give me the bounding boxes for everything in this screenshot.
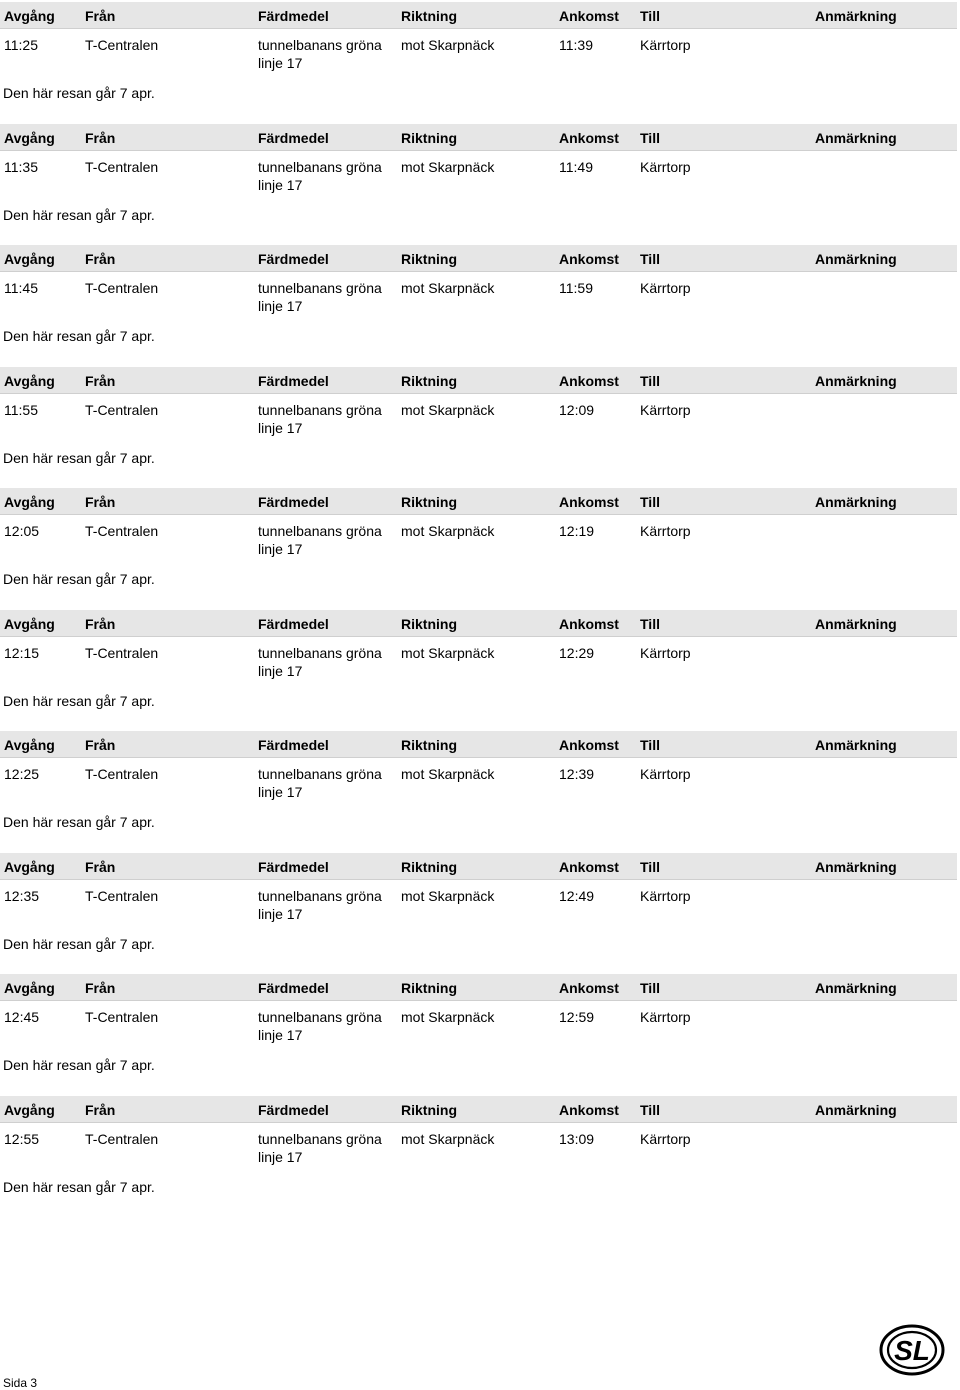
sl-logo-mark [881,1326,943,1374]
table-header [0,610,957,637]
header-departure: Avgång [4,615,55,632]
header-arrival: Ankomst [559,737,619,753]
header-mode: Färdmedel [258,494,329,510]
header-from: Från [85,980,116,996]
header-from: Från [85,858,116,875]
from-stop: T-Centralen [85,158,159,175]
table-header [0,367,957,394]
header-direction: Riktning [401,129,457,146]
table-header [0,853,957,880]
trip-note: Den här resan går 7 apr. [3,206,155,223]
from-stop: T-Centralen [85,887,159,904]
trip-note: Den här resan går 7 apr. [3,328,155,344]
direction: mot Skarpnäck [401,766,495,782]
header-departure: Avgång [4,494,55,510]
from-stop: T-Centralen [85,280,159,296]
header-direction: Riktning [401,737,457,753]
direction: mot Skarpnäck [401,644,495,661]
trip-note: Den här resan går 7 apr. [3,814,155,830]
header-departure: Avgång [4,8,55,24]
departure-time: 11:25 [4,37,38,53]
table-header [0,2,957,29]
to-stop: Kärrtorp [640,37,691,53]
transport-mode: tunnelbanans gröna linje 17 [258,401,382,436]
header-departure: Avgång [4,1101,55,1118]
header-direction: Riktning [401,8,457,24]
header-remark: Anmärkning [815,980,897,996]
departure-time: 12:45 [4,1009,40,1025]
header-remark: Anmärkning [815,615,897,632]
arrival-time: 12:19 [559,523,595,539]
from-stop: T-Centralen [85,1009,159,1025]
header-remark: Anmärkning [815,8,897,24]
direction: mot Skarpnäck [401,280,495,296]
from-stop: T-Centralen [85,523,159,539]
header-from: Från [85,494,116,510]
header-remark: Anmärkning [815,251,897,267]
header-from: Från [85,129,116,146]
header-to: Till [640,494,660,510]
trip-note: Den här resan går 7 apr. [3,571,155,587]
direction: mot Skarpnäck [401,887,495,904]
header-direction: Riktning [401,251,457,267]
header-to: Till [640,858,660,875]
header-to: Till [640,980,660,996]
header-arrival: Ankomst [559,372,619,389]
arrival-time: 13:09 [559,1130,595,1147]
header-direction: Riktning [401,980,457,996]
header-mode: Färdmedel [258,129,329,146]
header-direction: Riktning [401,615,457,632]
header-from: Från [85,615,116,632]
header-departure: Avgång [4,129,55,146]
to-stop: Kärrtorp [640,644,691,661]
header-from: Från [85,1101,116,1118]
transport-mode: tunnelbanans gröna linje 17 [258,37,382,71]
arrival-time: 11:39 [559,37,593,53]
transport-mode: tunnelbanans gröna linje 17 [258,887,382,922]
header-arrival: Ankomst [559,494,619,510]
departure-time: 12:05 [4,523,40,539]
transport-mode: tunnelbanans gröna linje 17 [258,1130,382,1165]
header-direction: Riktning [401,858,457,875]
header-from: Från [85,372,116,389]
page-number: Sida 3 [3,1376,38,1390]
to-stop: Kärrtorp [640,158,691,175]
transport-mode: tunnelbanans gröna linje 17 [258,158,382,193]
from-stop: T-Centralen [85,766,159,782]
table-header [0,731,957,758]
table-header [0,488,957,515]
header-arrival: Ankomst [559,129,619,146]
trip-note: Den här resan går 7 apr. [3,85,155,101]
direction: mot Skarpnäck [401,158,495,175]
direction: mot Skarpnäck [401,37,495,53]
to-stop: Kärrtorp [640,401,691,418]
header-remark: Anmärkning [815,372,897,389]
header-direction: Riktning [401,1101,457,1118]
transport-mode: tunnelbanans gröna linje 17 [258,644,382,679]
header-remark: Anmärkning [815,129,897,146]
sl-logo-text: SL [894,1335,930,1366]
header-mode: Färdmedel [258,8,329,24]
trip-note: Den här resan går 7 apr. [3,692,155,709]
departure-time: 11:55 [4,401,38,418]
arrival-time: 12:59 [559,1009,595,1025]
header-from: Från [85,251,116,267]
trip-note: Den här resan går 7 apr. [3,1057,155,1073]
direction: mot Skarpnäck [401,1130,495,1147]
header-to: Till [640,129,660,146]
departure-time: 11:45 [4,280,38,296]
header-from: Från [85,8,116,24]
transport-mode: tunnelbanans gröna linje 17 [258,280,382,314]
departure-time: 11:35 [4,158,38,175]
header-arrival: Ankomst [559,251,619,267]
header-direction: Riktning [401,494,457,510]
departure-time: 12:15 [4,644,40,661]
header-remark: Anmärkning [815,737,897,753]
header-mode: Färdmedel [258,737,329,753]
header-arrival: Ankomst [559,1101,619,1118]
transport-mode: tunnelbanans gröna linje 17 [258,523,382,557]
header-mode: Färdmedel [258,251,329,267]
direction: mot Skarpnäck [401,523,495,539]
header-arrival: Ankomst [559,858,619,875]
header-departure: Avgång [4,372,55,389]
header-mode: Färdmedel [258,858,329,875]
header-departure: Avgång [4,858,55,875]
to-stop: Kärrtorp [640,1130,691,1147]
header-remark: Anmärkning [815,494,897,510]
to-stop: Kärrtorp [640,887,691,904]
header-remark: Anmärkning [815,858,897,875]
header-arrival: Ankomst [559,980,619,996]
trip-note: Den här resan går 7 apr. [3,1178,155,1195]
direction: mot Skarpnäck [401,401,495,418]
header-mode: Färdmedel [258,615,329,632]
transport-mode: tunnelbanans gröna linje 17 [258,766,382,800]
header-to: Till [640,1101,660,1118]
header-remark: Anmärkning [815,1101,897,1118]
header-departure: Avgång [4,737,55,753]
header-mode: Färdmedel [258,1101,329,1118]
arrival-time: 12:49 [559,887,595,904]
departure-time: 12:55 [4,1130,40,1147]
from-stop: T-Centralen [85,401,159,418]
arrival-time: 12:39 [559,766,595,782]
header-direction: Riktning [401,372,457,389]
header-to: Till [640,372,660,389]
trip-note: Den här resan går 7 apr. [3,449,155,466]
table-header [0,124,957,151]
header-from: Från [85,737,116,753]
header-arrival: Ankomst [559,615,619,632]
arrival-time: 12:09 [559,401,595,418]
header-to: Till [640,8,660,24]
header-arrival: Ankomst [559,8,619,24]
table-header [0,245,957,272]
from-stop: T-Centralen [85,644,159,661]
header-to: Till [640,615,660,632]
to-stop: Kärrtorp [640,523,691,539]
to-stop: Kärrtorp [640,766,691,782]
from-stop: T-Centralen [85,37,159,53]
departure-time: 12:25 [4,766,40,782]
header-mode: Färdmedel [258,980,329,996]
arrival-time: 12:29 [559,644,595,661]
departure-time: 12:35 [4,887,40,904]
direction: mot Skarpnäck [401,1009,495,1025]
arrival-time: 11:59 [559,280,593,296]
to-stop: Kärrtorp [640,1009,691,1025]
from-stop: T-Centralen [85,1130,159,1147]
sl-logo-icon [877,1322,947,1378]
header-departure: Avgång [4,980,55,996]
arrival-time: 11:49 [559,158,593,175]
header-mode: Färdmedel [258,372,329,389]
header-to: Till [640,737,660,753]
header-to: Till [640,251,660,267]
table-header [0,1096,957,1123]
to-stop: Kärrtorp [640,280,691,296]
trip-note: Den här resan går 7 apr. [3,935,155,952]
header-departure: Avgång [4,251,55,267]
transport-mode: tunnelbanans gröna linje 17 [258,1009,382,1043]
table-header [0,974,957,1001]
